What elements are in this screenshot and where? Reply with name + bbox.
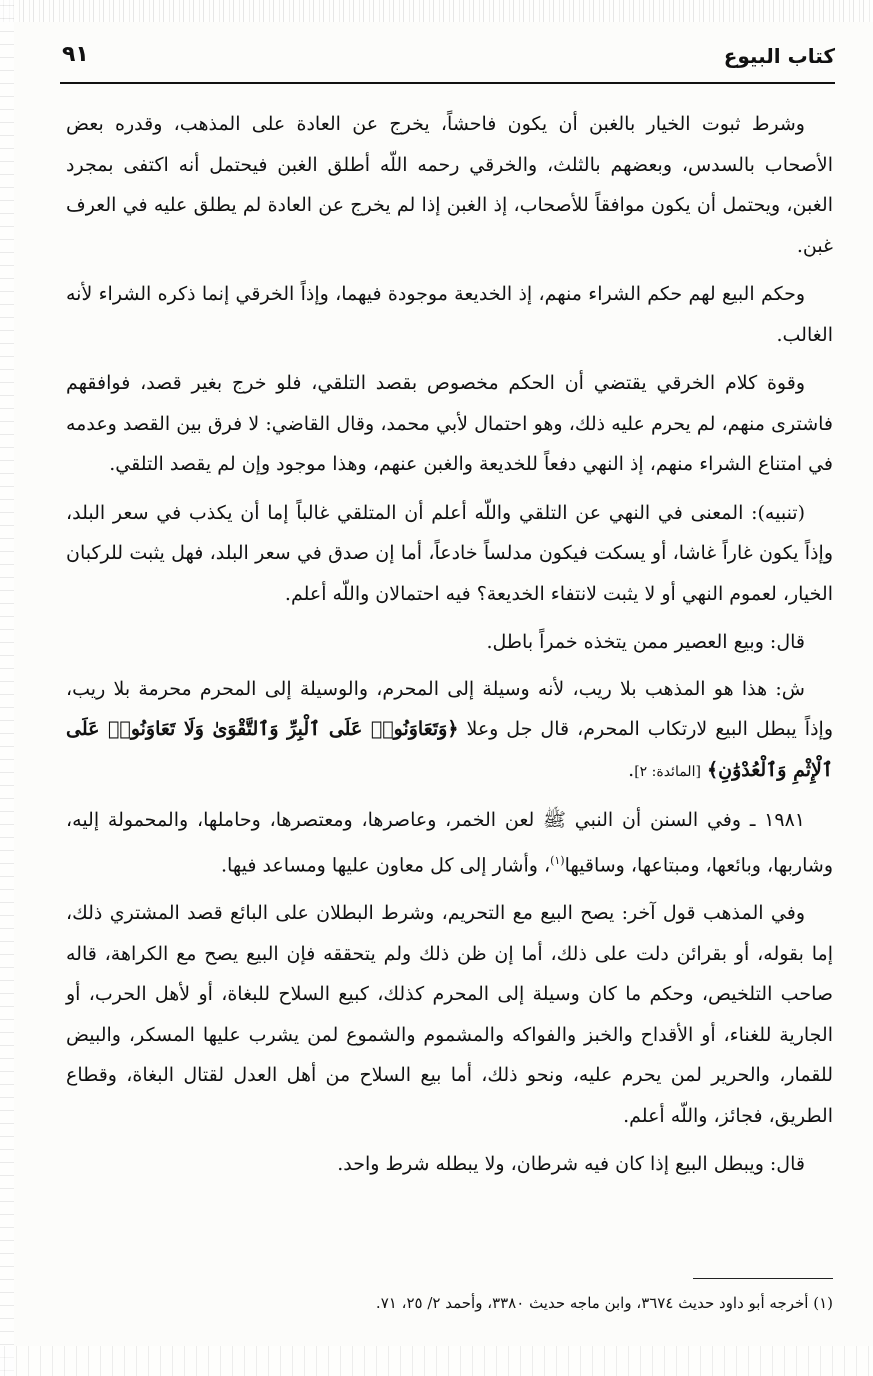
- book-title: كتاب البيوع: [723, 44, 835, 68]
- paragraph-other-opinion: وفي المذهب قول آخر: يصح البيع مع التحريم، وشرط البطلان على البائع قصد المشتري ذلك، إما بقوله، أو بقرائن دلت على ذلك، أما إن ظن ذلك ولم يتحققه فإن البيع يصح مع الكراهة، قاله صاحب التلخيص، وحكم ما كان وسيلة إلى المحرم كذلك، كبيع السلاح للبغاة، أو لأهل الحرب، أو الجارية للغناء، أو الأقداح والخبز والفواكه والمشموم والشموع لمن يشرب عليها المسكر، والبيض للقمار، والحرير لمن يحرم عليه، ونحو ذلك، أما بيع السلاح من أهل العدل لقتال البغاة، وقطاع الطريق، فجائز، واللّه أعلم.: [66, 902, 833, 1127]
- scan-noise-left: [0, 0, 14, 1376]
- paragraph-sharh-quran: [66, 669, 833, 793]
- page-number: ٩١: [62, 42, 89, 67]
- footnote-rule: [693, 1278, 833, 1279]
- header-rule: [60, 82, 835, 84]
- scan-noise-bottom: [0, 1346, 873, 1376]
- paragraph-text: ش: هذا هو المذهب بلا ريب، لأنه وسيلة إلى المحرم، والوسيلة إلى المحرم محرمة بلا ريب، وإذاً يبطل البيع لارتكاب المحرم، قال جل وعلا: [66, 677, 833, 740]
- paragraph-qala-conditions: قال: ويبطل البيع إذا كان فيه شرطان، ولا يبطله شرط واحد.: [337, 1153, 805, 1176]
- paragraph-ghabn-condition: وشرط ثبوت الخيار بالغبن أن يكون فاحشاً، يخرج عن العادة على المذهب، وقدره بعض الأصحاب بالسدس، وبعضهم بالثلث، والخرقي رحمه اللّه أطلق الغبن فيحتمل أنه اكتفى بمجرد الغبن، ويحتمل أن يكون موافقاً للأصحاب، إذ الغبن إذا لم يخرج عن العادة لم يطلق عليه في العرف غبن.: [66, 113, 833, 257]
- footnote-text: أخرجه أبو داود حديث ٣٦٧٤، وابن ماجه حديث ٣٣٨٠، وأحمد ٢/ ٢٥، ٧١.: [375, 1294, 809, 1312]
- paragraph-end: ، وأشار إلى كل معاون عليها ومساعد فيها.: [221, 853, 551, 876]
- footnote-marker[interactable]: (١): [550, 853, 565, 867]
- footnote: [80, 1290, 833, 1316]
- footnote-number: (١): [813, 1294, 833, 1312]
- main-text: [66, 104, 833, 1193]
- page-header: [60, 36, 835, 80]
- paragraph-kharaqi-intent: وقوة كلام الخرقي يقتضي أن الحكم مخصوص بقصد التلقي، فلو خرج بغير قصد، فوافقهم فاشترى منهم، لم يحرم عليه ذلك، وهو احتمال لأبي محمد، وقال القاضي: لا فرق بين القصد وعدمه في امتناع الشراء منهم، إذ النهي دفعاً للخديعة والغبن عنهم، وهذا موجود وإن لم يقصد التلقي.: [66, 372, 833, 475]
- scan-noise-top: [0, 0, 873, 22]
- paragraph-sale-ruling: وحكم البيع لهم حكم الشراء منهم، إذ الخديعة موجودة فيهما، وإذاً الخرقي إنما ذكره الشراء لأنه الغالب.: [66, 283, 833, 346]
- quran-reference: [المائدة: ٢]: [634, 763, 701, 780]
- paragraph-qala-juice: قال: وبيع العصير ممن يتخذه خمراً باطل.: [486, 631, 805, 653]
- paragraph-text: ١٩٨١ ـ وفي السنن أن النبي ﷺ لعن الخمر، وعاصرها، ومعتصرها، وحاملها، والمحمولة إليه، وشاربها، وبائعها، ومبتاعها، وساقيها: [66, 809, 833, 876]
- paragraph-tanbih: (تنبيه): المعنى في النهي عن التلقي واللّه أعلم أن المتلقي غالباً إما أن يكذب في سعر البلد، وإذاً يكون غاراً غاشا، أو يسكت فيكون مدلساً خادعاً، أما إن صدق في سعر البلد، فهل يثبت للركبان الخيار، لعموم النهي أو لا يثبت لانتفاء الخديعة؟ فيه احتمالان واللّه أعلم.: [66, 501, 833, 605]
- paragraph-hadith-1981: [66, 800, 833, 885]
- paragraph-end: .: [628, 758, 635, 781]
- quran-verse: ﴿وَتَعَاوَنُوا۟ عَلَى ٱلْبِرِّ وَٱلتَّقْوَىٰ وَلَا تَعَاوَنُوا۟ عَلَى ٱلْإِثْمِ وَٱلْعُدْوَٰنِ﴾: [66, 718, 833, 781]
